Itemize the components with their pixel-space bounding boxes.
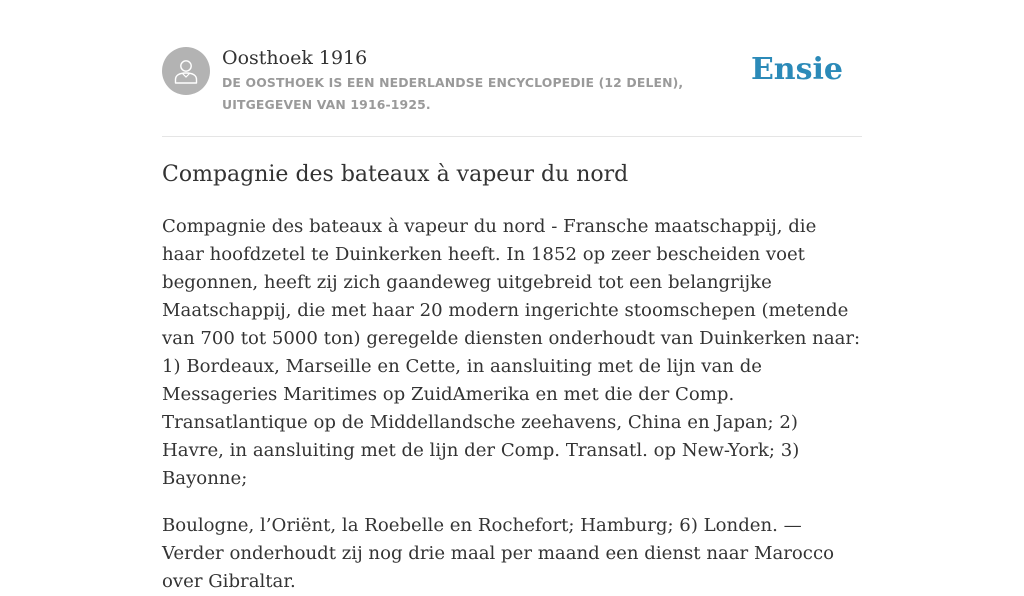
source-header <box>162 0 862 137</box>
entry-paragraph: Boulogne, l’Oriënt, la Roebelle en Rochefort; Hamburg; 6) Londen. — Verder onderhoudt zij nog drie maal per maand een dienst naar Marocco over Gibraltar. <box>162 515 834 592</box>
source-description: DE OOSTHOEK IS EEN NEDERLANDSE ENCYCLOPEDIE (12 DELEN), UITGEGEVEN VAN 1916-1925. <box>222 75 684 112</box>
ensie-logo[interactable]: Ensie <box>750 52 843 87</box>
page <box>162 0 862 596</box>
source-title[interactable]: Oosthoek 1916 <box>222 47 368 69</box>
source-avatar[interactable] <box>162 47 210 95</box>
entry-paragraph: Compagnie des bateaux à vapeur du nord - Fransche maatschappij, die haar hoofdzetel te Duinkerken heeft. In 1852 op zeer bescheiden voet begonnen, heeft zij zich gaandeweg uitgebreid tot een belangrijke Maatschappij, die met haar 20 modern ingerichte stoomschepen (metende van 700 tot 5000 ton) geregelde diensten onderhoudt van Duinkerken naar: 1) Bordeaux, Marseille en Cette, in aansluiting met de lijn van de Messageries Maritimes op ZuidAmerika en met die der Comp. Transatlantique op de Middellandsche zeehavens, China en Japan; 2) Havre, in aansluiting met de lijn der Comp. Transatl. op New-York; 3) Bayonne; <box>162 216 861 489</box>
user-icon <box>172 57 200 85</box>
entry-title: Compagnie des bateaux à vapeur du nord <box>162 162 629 187</box>
